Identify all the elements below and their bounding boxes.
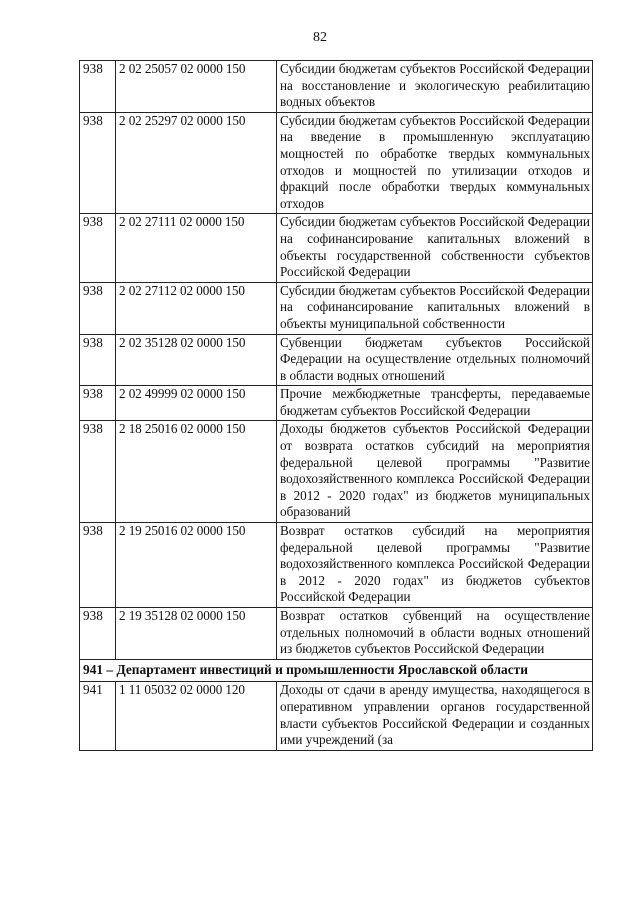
table-row xyxy=(80,282,593,334)
admin-code-cell: 941 xyxy=(80,682,116,750)
section-header-row xyxy=(80,659,593,682)
revenue-name-cell: Доходы от сдачи в аренду имущества, находящегося в оперативном управлении органов государственной власти субъектов Российской Федерации и созданных ими учреждений (за xyxy=(277,682,593,750)
table-row xyxy=(80,386,593,421)
page-number: 82 xyxy=(313,30,327,45)
revenue-name-cell: Возврат остатков субсидий на мероприятия федеральной целевой программы "Развитие водохозяйственного комплекса Российской Федерации в 2012 - 2020 годах" из бюджетов субъектов Российской Федерации xyxy=(277,523,593,608)
kbk-code-cell: 2 02 25057 02 0000 150 xyxy=(116,61,277,113)
revenue-name-cell: Субсидии бюджетам субъектов Российской Федерации на софинансирование капитальных вложений в объекты муниципальной собственности xyxy=(277,282,593,334)
section-title: 941 – Департамент инвестиций и промышленности Ярославской области xyxy=(80,659,593,682)
admin-code-cell: 938 xyxy=(80,214,116,282)
revenue-name-cell: Субсидии бюджетам субъектов Российской Федерации на введение в промышленную эксплуатацию мощностей по обработке твердых коммунальных отходов и мощностей по утилизации отходов и фракций после обработки твердых коммунальных отходов xyxy=(277,112,593,214)
revenue-name-cell: Субсидии бюджетам субъектов Российской Федерации на восстановление и экологическую реабилитацию водных объектов xyxy=(277,61,593,113)
kbk-code-cell: 2 02 27112 02 0000 150 xyxy=(116,282,277,334)
revenue-name-cell: Возврат остатков субвенций на осуществление отдельных полномочий в области водных отношений из бюджетов субъектов Российской Федерации xyxy=(277,608,593,660)
table-row xyxy=(80,608,593,660)
kbk-code-cell: 2 19 35128 02 0000 150 xyxy=(116,608,277,660)
kbk-code-cell: 2 19 25016 02 0000 150 xyxy=(116,523,277,608)
kbk-code-cell: 1 11 05032 02 0000 120 xyxy=(116,682,277,750)
table-body-bottom xyxy=(80,682,593,750)
admin-code-cell: 938 xyxy=(80,386,116,421)
revenue-name-cell: Доходы бюджетов субъектов Российской Федерации от возврата остатков субсидий на мероприятия федеральной целевой программы "Развитие водохозяйственного комплекса Российской Федерации в 2012 - 2020 годах" из бюджетов муниципальных образований xyxy=(277,421,593,523)
section-block xyxy=(80,659,593,682)
table-row xyxy=(80,334,593,386)
admin-code-cell: 938 xyxy=(80,608,116,660)
kbk-code-cell: 2 02 27111 02 0000 150 xyxy=(116,214,277,282)
admin-code-cell: 938 xyxy=(80,282,116,334)
kbk-code-cell: 2 02 25297 02 0000 150 xyxy=(116,112,277,214)
table-row xyxy=(80,214,593,282)
kbk-code-cell: 2 02 35128 02 0000 150 xyxy=(116,334,277,386)
admin-code-cell: 938 xyxy=(80,61,116,113)
table-row xyxy=(80,523,593,608)
admin-code-cell: 938 xyxy=(80,112,116,214)
table-body-top xyxy=(80,61,593,660)
admin-code-cell: 938 xyxy=(80,523,116,608)
kbk-code-cell: 2 02 49999 02 0000 150 xyxy=(116,386,277,421)
kbk-code-cell: 2 18 25016 02 0000 150 xyxy=(116,421,277,523)
table-row xyxy=(80,61,593,113)
table-row xyxy=(80,682,593,750)
admin-code-cell: 938 xyxy=(80,334,116,386)
admin-code-cell: 938 xyxy=(80,421,116,523)
revenue-name-cell: Прочие межбюджетные трансферты, передаваемые бюджетам субъектов Российской Федерации xyxy=(277,386,593,421)
table-row xyxy=(80,112,593,214)
table-row xyxy=(80,421,593,523)
revenue-codes-table xyxy=(79,60,593,751)
revenue-name-cell: Субвенции бюджетам субъектов Российской Федерации на осуществление отдельных полномочий в области водных отношений xyxy=(277,334,593,386)
revenue-name-cell: Субсидии бюджетам субъектов Российской Федерации на софинансирование капитальных вложений в объекты государственной собственности субъектов Российской Федерации xyxy=(277,214,593,282)
